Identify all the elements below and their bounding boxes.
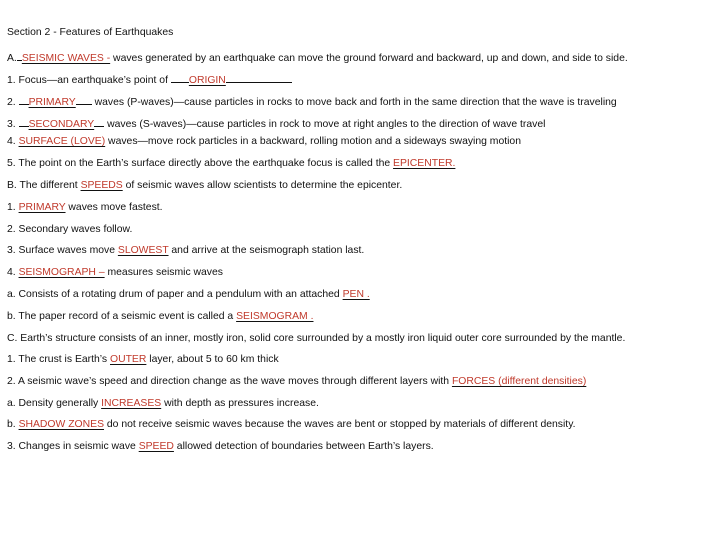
line-1-focus [7,71,292,86]
line-a-increases [7,398,319,410]
line-prefix: 2. [7,97,19,108]
line-c-structure: C. Earth’s structure consists of an inner, mostly iron, solid core surrounded by a mostly iron liquid outer core surrounded by the mantle. [7,333,626,344]
line-prefix: 1. [7,202,19,213]
line-4-seismograph [7,267,223,279]
line-4-surface [7,136,521,148]
answer-blank: SEISMIC WAVES - [21,53,111,64]
line-text: 1. Focus—an earthquake’s point of [7,75,171,86]
line-text: layer, about 5 to 60 km thick [146,354,279,365]
line-text: measures seismic waves [104,267,223,278]
line-prefix: b. [7,419,19,430]
line-text: 2. A seismic wave’s speed and direction change as the wave moves through different layers with [7,376,452,387]
answer-blank: SECONDARY [28,119,95,130]
line-text: 3. Surface waves move [7,245,118,256]
line-2-secondary-follow: 2. Secondary waves follow. [7,224,133,235]
line-text: waves—move rock particles in a backward, rolling motion and a sideways swaying motion [105,136,521,147]
line-text: waves (P-waves)—cause particles in rocks to move back and forth in the same direction that the wave is traveling [91,97,617,108]
line-text: do not receive seismic waves because the waves are bent or stopped by materials of different density. [104,419,576,430]
answer-blank: SURFACE (LOVE) [18,136,106,147]
line-text: allowed detection of boundaries between Earth’s layers. [173,441,434,452]
answer-blank: SEISMOGRAPH – [18,267,105,278]
line-text: a. Density generally [7,398,102,409]
line-text: 3. Changes in seismic wave [7,441,139,452]
line-2-primary [7,93,617,108]
line-text: waves generated by an earthquake can move the ground forward and backward, up and down, and side to side. [110,53,628,64]
answer-blank: INCREASES [101,398,162,409]
line-2-forces [7,376,586,388]
answer-blank: SLOWEST [117,245,169,256]
line-prefix: 4. [7,136,19,147]
line-text: 5. The point on the Earth’s surface directly above the earthquake focus is called the [7,158,394,169]
line-text: with depth as pressures increase. [161,398,319,409]
answer-blank: OUTER [110,354,147,365]
line-a-seismic-waves [7,49,628,64]
answer-blank: PRIMARY [18,202,66,213]
line-b-speeds [7,180,402,192]
line-prefix: 3. [7,119,19,130]
line-3-speed [7,441,434,453]
line-text: waves (S-waves)—cause particles in rock to move at right angles to the direction of wave travel [104,119,546,130]
line-1-crust [7,354,279,366]
answer-blank: SEISMOGRAM . [236,311,314,322]
answer-blank: SPEED [138,441,174,452]
line-1-primary-fastest [7,202,163,214]
line-3-slowest [7,245,364,257]
line-text: of seismic waves allow scientists to determine the epicenter. [122,180,403,191]
answer-blank: EPICENTER. [393,158,456,169]
answer-blank: FORCES (different densities) [451,376,587,387]
line-text: and arrive at the seismograph station last. [168,245,365,256]
answer-blank: SHADOW ZONES [18,419,105,430]
line-b-seismogram [7,311,313,323]
line-prefix: B. The different [7,180,81,191]
answer-blank: ORIGIN [188,75,226,86]
answer-blank: PEN . [342,289,370,300]
section-title: Section 2 - Features of Earthquakes [7,27,174,38]
line-text: 1. The crust is Earth’s [7,354,110,365]
line-b-shadow-zones [7,419,576,431]
line-text: b. The paper record of a seismic event is called a [7,311,237,322]
line-text: waves move fastest. [65,202,163,213]
line-prefix: 4. [7,267,19,278]
line-a-pen [7,289,370,301]
answer-blank: SPEEDS [80,180,123,191]
line-prefix: A. [7,53,17,64]
answer-blank: PRIMARY [28,97,76,108]
line-5-epicenter [7,158,455,170]
line-3-secondary [7,115,546,130]
line-text: a. Consists of a rotating drum of paper and a pendulum with an attached [7,289,343,300]
